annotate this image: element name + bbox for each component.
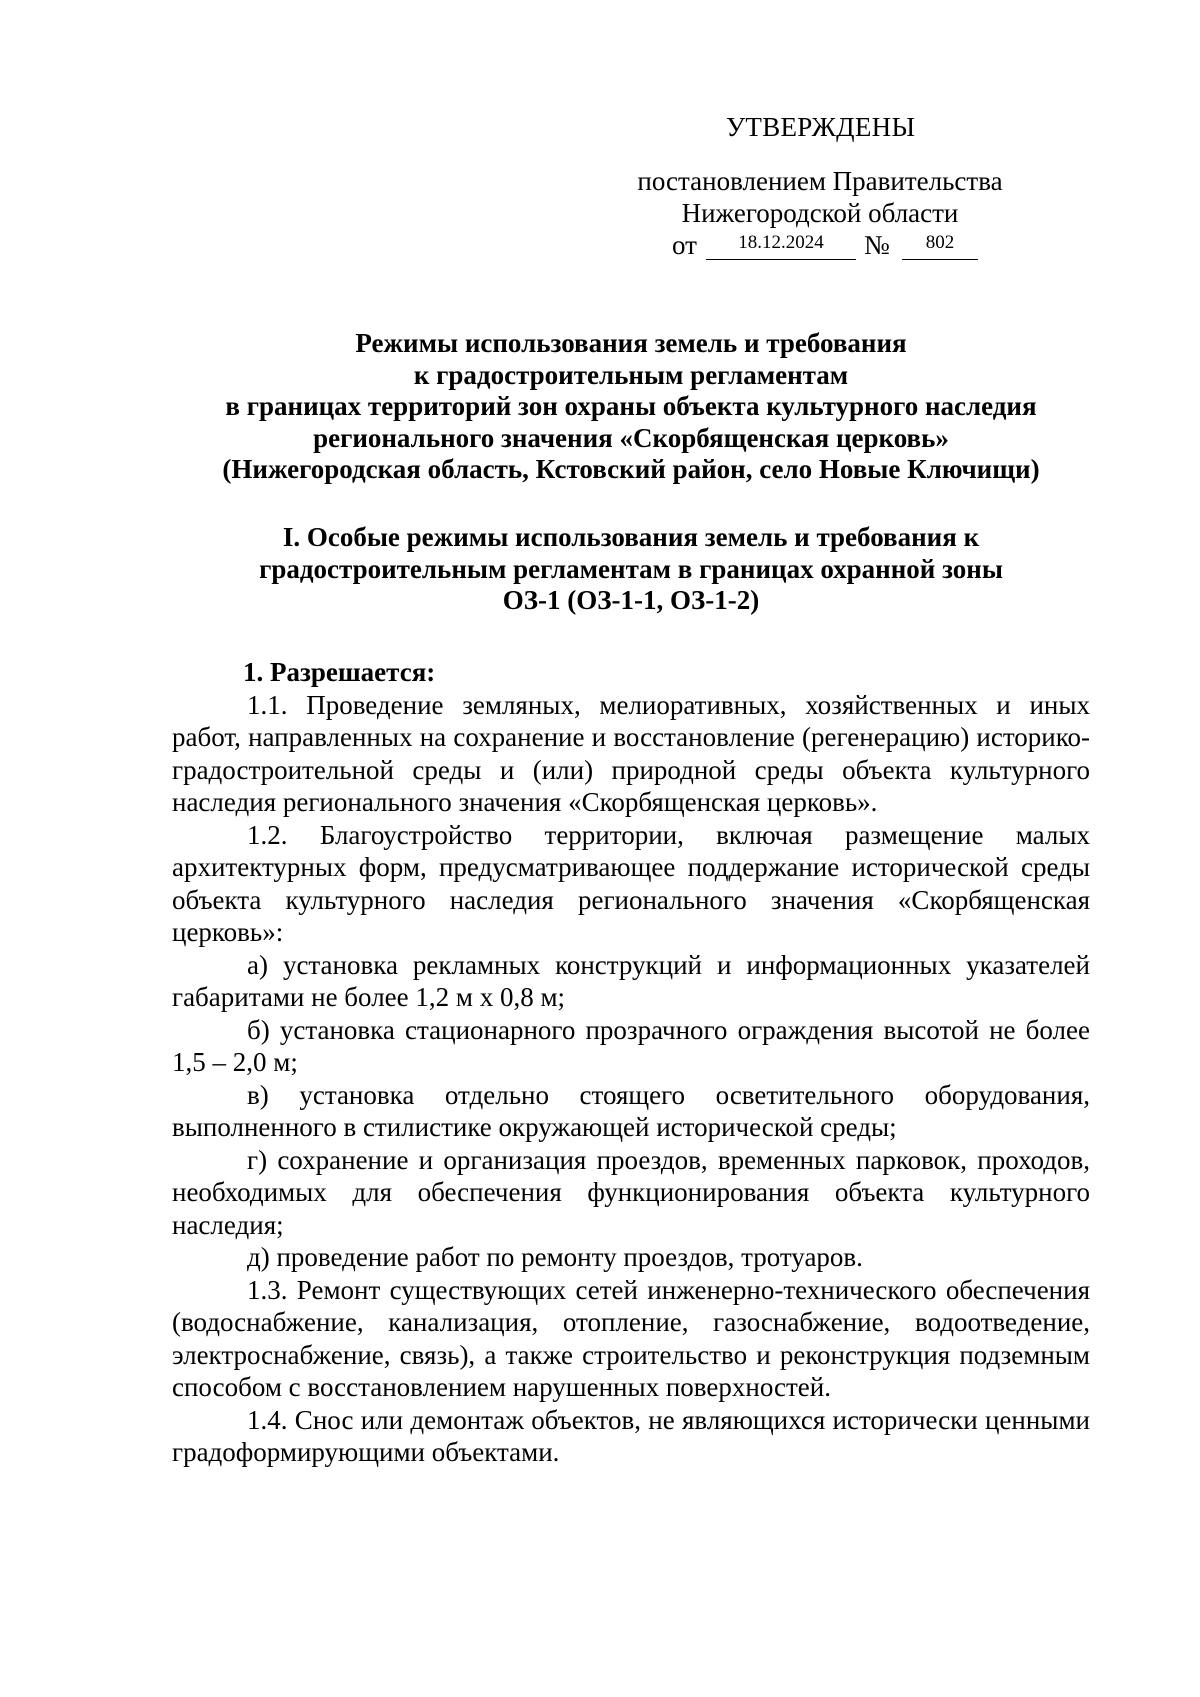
clause-1-4: 1.4. Снос или демонтаж объектов, не являющихся исторически ценными градоформирующими объектами. bbox=[172, 1404, 1090, 1467]
approval-date: 18.12.2024 bbox=[706, 227, 856, 260]
approval-number: 802 bbox=[902, 227, 978, 260]
clause-1-2-a: а) установка рекламных конструкций и информационных указателей габаритами не более 1,2 м х 0,8 м; bbox=[172, 949, 1090, 1012]
approval-date-line bbox=[620, 229, 1020, 263]
approval-details bbox=[620, 165, 1020, 263]
document-body bbox=[172, 656, 1090, 1469]
clause-1-3: 1.3. Ремонт существующих сетей инженерно-технического обеспечения (водоснабжение, канализация, отопление, газоснабжение, водоотведение, электроснабжение, связь), а также строительство и реконструкция подземным способом с восстановлением нарушенных поверхностей. bbox=[172, 1274, 1090, 1402]
clause-1-2-g: г) сохранение и организация проездов, временных парковок, проходов, необходимых для обеспечения функционирования объекта культурного наследия; bbox=[172, 1144, 1090, 1240]
number-sign: № bbox=[864, 230, 890, 260]
date-prefix: от bbox=[672, 230, 697, 260]
section-title-line-1: I. Особые режимы использования земель и требования к bbox=[282, 522, 980, 552]
section-title bbox=[172, 522, 1090, 617]
clause-1-2-d: д) проведение работ по ремонту проездов, тротуаров. bbox=[247, 1242, 863, 1272]
clause-heading-1: 1. Разрешается: bbox=[243, 657, 436, 687]
approved-title: УТВЕРЖДЕНЫ bbox=[726, 112, 916, 142]
clause-1-1: 1.1. Проведение земляных, мелиоративных, хозяйственных и иных работ, направленных на сохранение и восстановление (регенерацию) историко-градостроительной среды и (или) природной среды объекта культурного наследия регионального значения «Скорбященская церковь». bbox=[172, 689, 1090, 817]
clause-1-2-v: в) установка отдельно стоящего осветительного оборудования, выполненного в стилистике окружающей исторической среды; bbox=[172, 1079, 1090, 1142]
document-title-line-2: к градостроительным регламентам bbox=[413, 359, 849, 390]
document-title bbox=[172, 328, 1090, 486]
section-title-line-2: градостроительным регламентам в границах охранной зоны bbox=[259, 553, 1003, 584]
document-title-line-5: (Нижегородская область, Кстовский район, село Новые Ключищи) bbox=[222, 454, 1040, 484]
document-title-line-1: Режимы использования земель и требования bbox=[355, 328, 907, 358]
approval-line-2: Нижегородской области bbox=[681, 198, 959, 228]
document-title-line-4: регионального значения «Скорбященская церковь» bbox=[313, 422, 949, 453]
approval-line-1: постановлением Правительства bbox=[637, 166, 1003, 196]
clause-1-2-b: б) установка стационарного прозрачного ограждения высотой не более 1,5 – 2,0 м; bbox=[172, 1014, 1090, 1077]
section-title-line-3: ОЗ-1 (ОЗ-1-1, ОЗ-1-2) bbox=[502, 585, 760, 615]
document-title-line-3: в границах территорий зон охраны объекта культурного наследия bbox=[225, 391, 1037, 421]
clause-1-2: 1.2. Благоустройство территории, включая размещение малых архитектурных форм, предусматривающее поддержание исторической среды объекта культурного наследия регионального значения «Скорбященская церковь»: bbox=[172, 819, 1090, 947]
